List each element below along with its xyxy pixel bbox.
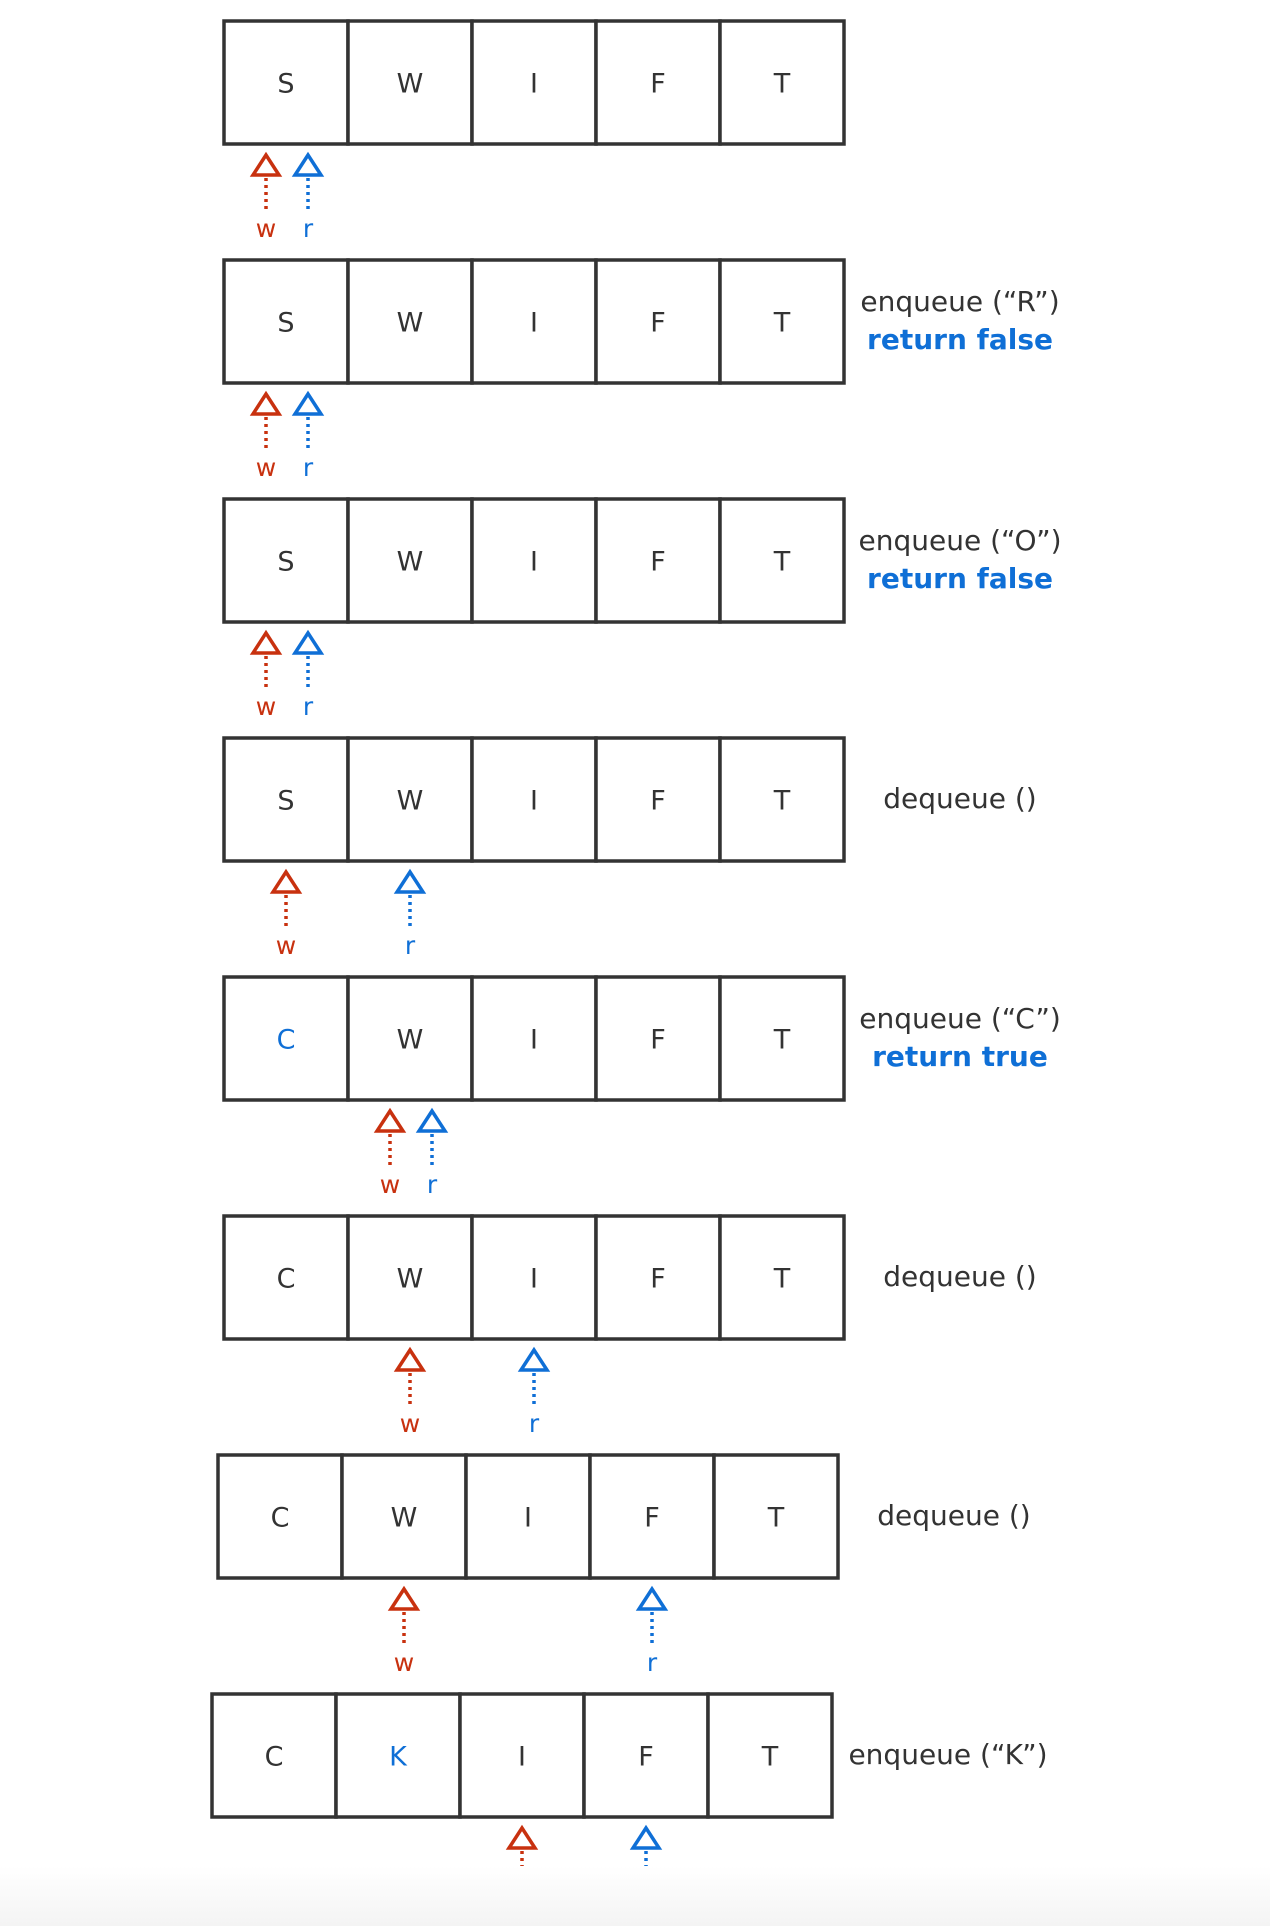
read-pointer-arrowhead-icon <box>633 1828 659 1848</box>
write-pointer <box>253 155 279 243</box>
buffer-cell-value: I <box>530 546 538 578</box>
read-pointer-label: r <box>302 214 314 243</box>
buffer-cell-value: C <box>270 1502 290 1534</box>
buffer-row-2 <box>224 260 1060 482</box>
operation-label: dequeue () <box>877 1499 1031 1532</box>
buffer-cell-value: W <box>396 546 424 578</box>
read-pointer <box>295 394 321 482</box>
buffer-cell-value: I <box>518 1741 526 1773</box>
write-pointer-label: w <box>255 692 277 721</box>
operation-label: enqueue (“K”) <box>848 1738 1048 1771</box>
buffer-cell-value: T <box>767 1502 785 1534</box>
write-pointer-arrowhead-icon <box>397 1350 423 1370</box>
write-pointer-label: w <box>255 214 277 243</box>
buffer-cell-value: F <box>650 307 666 339</box>
buffer-cell-value-written: C <box>276 1024 296 1056</box>
write-pointer-arrowhead-icon <box>273 872 299 892</box>
read-pointer-arrowhead-icon <box>639 1589 665 1609</box>
buffer-cell-value: S <box>277 785 295 817</box>
read-pointer-label: r <box>302 692 314 721</box>
write-pointer-arrowhead-icon <box>253 155 279 175</box>
write-pointer-label: w <box>393 1648 415 1677</box>
operation-label: enqueue (“O”) <box>858 524 1062 557</box>
buffer-cell-value: T <box>773 546 791 578</box>
buffer-cell-value: W <box>396 1024 424 1056</box>
buffer-cell-value: T <box>773 1263 791 1295</box>
buffer-row-5 <box>224 977 1061 1199</box>
write-pointer-arrowhead-icon <box>253 633 279 653</box>
buffer-cell-value: T <box>773 68 791 100</box>
read-pointer <box>521 1350 547 1438</box>
bottom-fade <box>0 1866 1270 1926</box>
write-pointer-label: w <box>275 931 297 960</box>
buffer-cell-value: F <box>650 785 666 817</box>
read-pointer-arrowhead-icon <box>295 633 321 653</box>
write-pointer-label: w <box>255 453 277 482</box>
write-pointer-arrowhead-icon <box>377 1111 403 1131</box>
write-pointer <box>377 1111 403 1199</box>
write-pointer-arrowhead-icon <box>509 1828 535 1848</box>
write-pointer-arrowhead-icon <box>253 394 279 414</box>
write-pointer <box>253 394 279 482</box>
buffer-cell-value: I <box>530 307 538 339</box>
buffer-cell-value: F <box>638 1741 654 1773</box>
read-pointer <box>295 633 321 721</box>
buffer-cell-value: S <box>277 307 295 339</box>
read-pointer-arrowhead-icon <box>295 155 321 175</box>
buffer-cell-value: I <box>530 68 538 100</box>
buffer-cell-value: F <box>644 1502 660 1534</box>
buffer-cell-value: T <box>773 1024 791 1056</box>
buffer-row-1 <box>224 21 844 243</box>
buffer-cell-value: W <box>396 68 424 100</box>
read-pointer-arrowhead-icon <box>295 394 321 414</box>
buffer-cell-value: F <box>650 68 666 100</box>
buffer-cell-value: C <box>264 1741 284 1773</box>
buffer-cell-value: W <box>396 785 424 817</box>
read-pointer-label: r <box>302 453 314 482</box>
read-pointer-label: r <box>404 931 416 960</box>
write-pointer-label: w <box>399 1409 421 1438</box>
buffer-cell-value: I <box>530 785 538 817</box>
buffer-cell-value: F <box>650 1263 666 1295</box>
buffer-cell-value: W <box>390 1502 418 1534</box>
buffer-cell-value: I <box>530 1263 538 1295</box>
operation-result: return false <box>867 323 1053 356</box>
read-pointer <box>295 155 321 243</box>
buffer-cell-value: I <box>524 1502 532 1534</box>
buffer-cell-value: W <box>396 307 424 339</box>
operation-label: dequeue () <box>883 782 1037 815</box>
read-pointer-arrowhead-icon <box>521 1350 547 1370</box>
read-pointer <box>397 872 423 960</box>
buffer-row-7 <box>218 1455 1031 1677</box>
buffer-cell-value: W <box>396 1263 424 1295</box>
operation-result: return false <box>867 562 1053 595</box>
write-pointer <box>273 872 299 960</box>
read-pointer <box>639 1589 665 1677</box>
write-pointer-label: w <box>379 1170 401 1199</box>
read-pointer-label: r <box>426 1170 438 1199</box>
read-pointer-arrowhead-icon <box>419 1111 445 1131</box>
buffer-cell-value: T <box>773 307 791 339</box>
write-pointer-arrowhead-icon <box>391 1589 417 1609</box>
read-pointer-arrowhead-icon <box>397 872 423 892</box>
buffer-cell-value: T <box>773 785 791 817</box>
operation-label: enqueue (“R”) <box>860 285 1060 318</box>
write-pointer <box>391 1589 417 1677</box>
read-pointer-label: r <box>528 1409 540 1438</box>
buffer-cell-value: I <box>530 1024 538 1056</box>
read-pointer-label: r <box>646 1648 658 1677</box>
operation-label: enqueue (“C”) <box>859 1002 1061 1035</box>
buffer-cell-value: T <box>761 1741 779 1773</box>
buffer-cell-value: F <box>650 1024 666 1056</box>
buffer-row-6 <box>224 1216 1037 1438</box>
buffer-row-3 <box>224 499 1062 721</box>
buffer-cell-value: F <box>650 546 666 578</box>
buffer-cell-value: S <box>277 68 295 100</box>
operation-label: dequeue () <box>883 1260 1037 1293</box>
operation-result: return true <box>872 1040 1048 1073</box>
buffer-cell-value-written: K <box>389 1741 407 1773</box>
buffer-cell-value: S <box>277 546 295 578</box>
read-pointer <box>419 1111 445 1199</box>
buffer-row-4 <box>224 738 1037 960</box>
write-pointer <box>397 1350 423 1438</box>
buffer-cell-value: C <box>276 1263 296 1295</box>
write-pointer <box>253 633 279 721</box>
